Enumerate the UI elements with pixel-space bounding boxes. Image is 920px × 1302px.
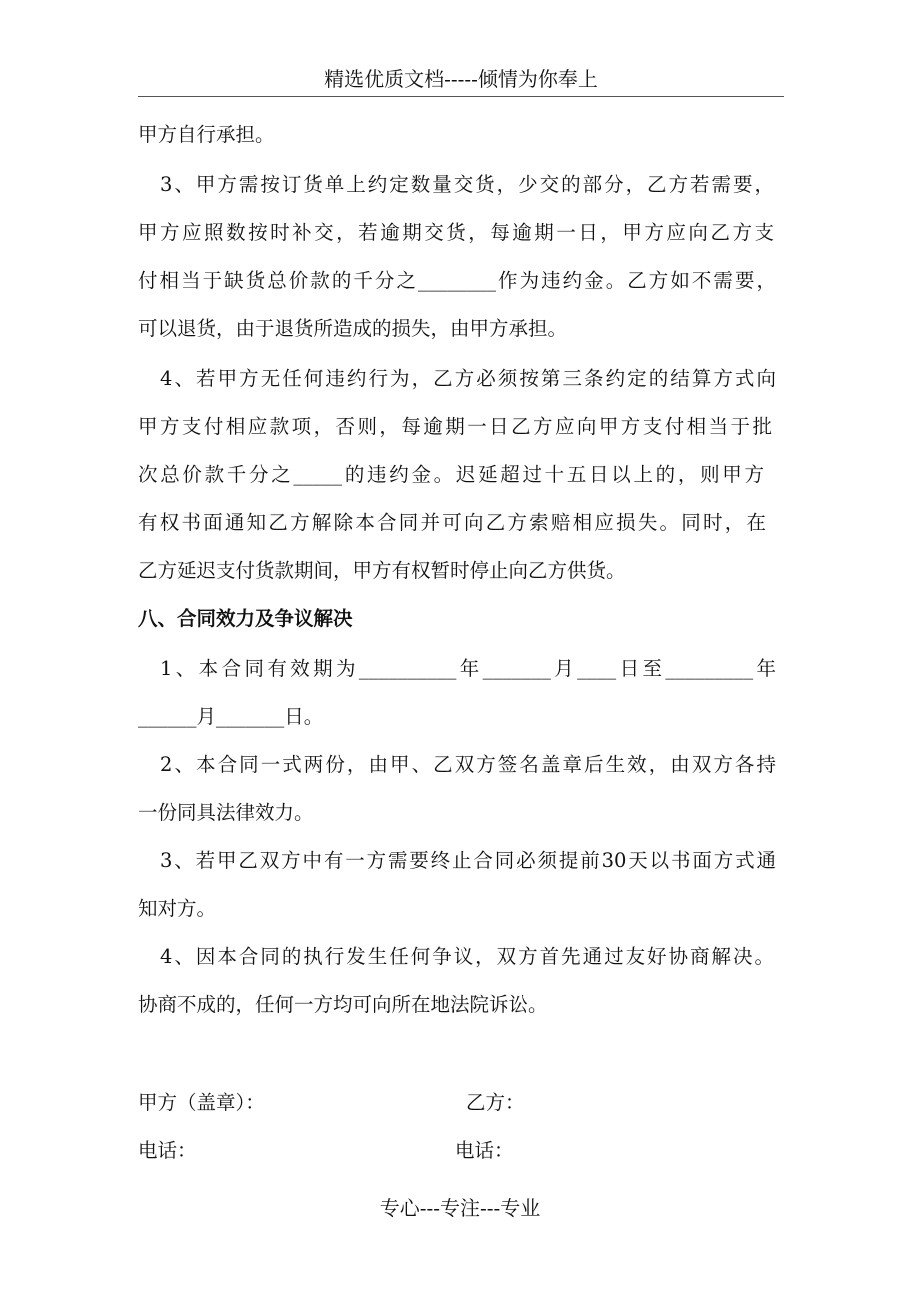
paragraph-line: 3、若甲乙双方中有一方需要终止合同必须提前30天以书面方式通 bbox=[160, 849, 776, 872]
paragraph-line: 次总价款千分之_____的违约金。迟延超过十五日以上的，则甲方 bbox=[138, 463, 764, 486]
paragraph-line: 乙方延迟支付货款期间，甲方有权暂时停止向乙方供货。 bbox=[138, 559, 626, 582]
section-heading: 八、合同效力及争议解决 bbox=[138, 607, 353, 630]
paragraph-line: 知对方。 bbox=[138, 897, 217, 920]
paragraph-line: 付相当于缺货总价款的千分之________作为违约金。乙方如不需要， bbox=[138, 269, 776, 292]
paragraph-line: 甲方支付相应款项，否则，每逾期一日乙方应向甲方支付相当于批 bbox=[138, 415, 772, 438]
paragraph-line: 4、若甲方无任何违约行为，乙方必须按第三条约定的结算方式向 bbox=[160, 367, 776, 390]
paragraph-line: 甲方自行承担。 bbox=[138, 123, 275, 146]
party-a-stamp-label: 甲方（盖章）： bbox=[138, 1091, 265, 1114]
page-header: 精选优质文档-----倾情为你奉上 bbox=[138, 64, 784, 97]
paragraph-line: ______月_______日。 bbox=[138, 705, 324, 728]
paragraph-line: 协商不成的，任何一方均可向所在地法院诉讼。 bbox=[138, 993, 548, 1016]
paragraph-line: 有权书面通知乙方解除本合同并可向乙方索赔相应损失。同时，在 bbox=[138, 511, 766, 534]
party-b-phone-label: 电话： bbox=[455, 1139, 514, 1162]
paragraph-line: 4、因本合同的执行发生任何争议，双方首先通过友好协商解决。 bbox=[160, 945, 774, 968]
party-b-label: 乙方： bbox=[466, 1091, 525, 1114]
paragraph-line: 甲方应照数按时补交，若逾期交货，每逾期一日，甲方应向乙方支 bbox=[138, 221, 774, 244]
paragraph-line: 可以退货，由于退货所造成的损失，由甲方承担。 bbox=[138, 317, 568, 340]
page-footer: 专心---专注---专业 bbox=[379, 1196, 541, 1220]
party-a-phone-label: 电话： bbox=[138, 1139, 197, 1162]
paragraph-line: 2、本合同一式两份，由甲、乙双方签名盖章后生效，由双方各持 bbox=[160, 753, 776, 776]
paragraph-line: 1、本合同有效期为__________年_______月____日至_________年 bbox=[160, 657, 776, 680]
paragraph-line: 一份同具法律效力。 bbox=[138, 801, 314, 824]
paragraph-line: 3、甲方需按订货单上约定数量交货，少交的部分，乙方若需要， bbox=[160, 173, 774, 196]
